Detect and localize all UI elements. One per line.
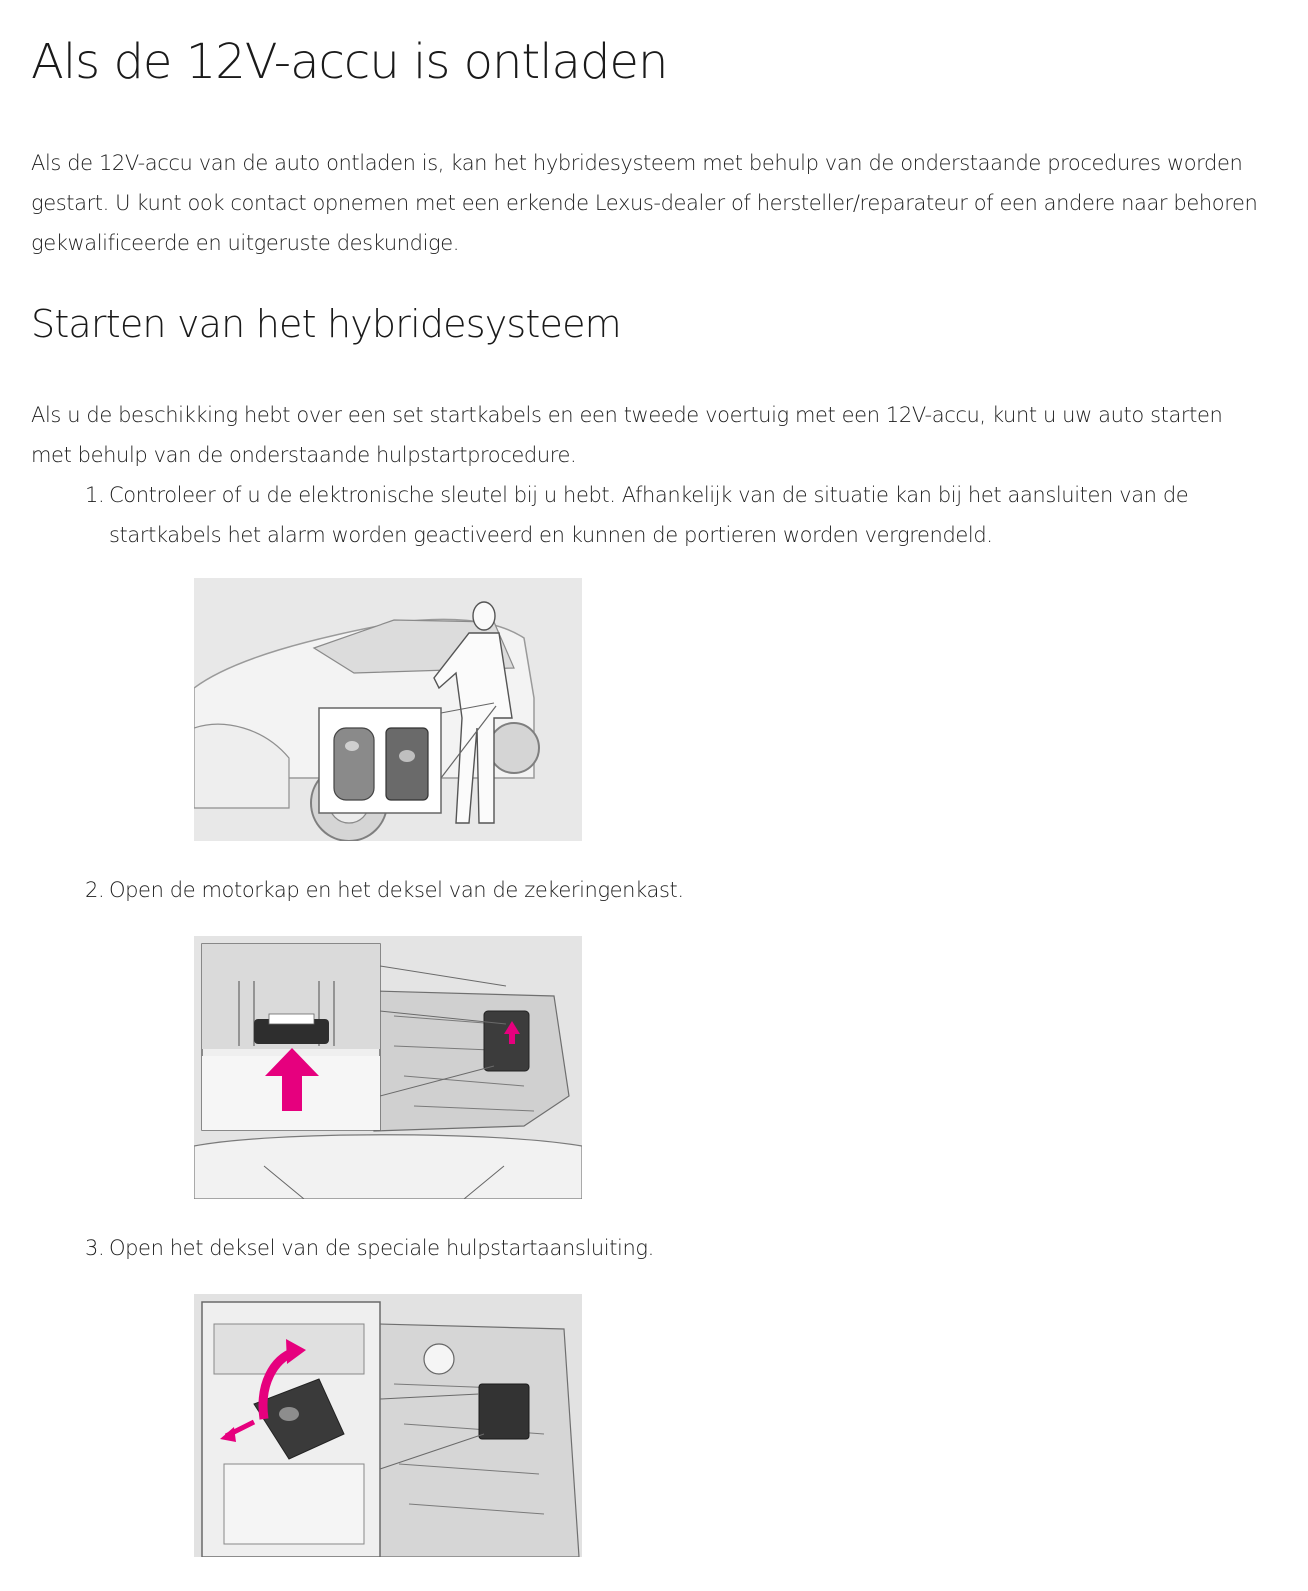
figure-fuse-box-cover (194, 936, 582, 1199)
figure-jump-start-terminal (194, 1294, 582, 1557)
figure-electronic-key (194, 578, 582, 841)
section-intro-paragraph: Als u de beschikking hebt over een set startkabels en een tweede voertuig met een 12V-accu, kunt u uw auto starten met behulp van de onderstaande hulpstartprocedure. (31, 403, 1223, 467)
step-1 (85, 475, 1255, 555)
section-title: Starten van het hybridesysteem (31, 302, 621, 346)
step-text: Open het deksel van de speciale hulpstartaansluiting. (109, 1236, 654, 1260)
intro-paragraph: Als de 12V-accu van de auto ontladen is, kan het hybridesysteem met behulp van de onderstaande procedures worden gestart. U kunt ook contact opnemen met een erkende Lexus-dealer of hersteller/reparateur of een andere naar behoren gekwalificeerde en uitgeruste deskundige. (31, 151, 1258, 255)
step-3 (85, 1228, 1255, 1268)
page-title: Als de 12V-accu is ontladen (31, 34, 668, 90)
step-number: 2. (85, 878, 105, 902)
step-number: 1. (85, 483, 105, 507)
step-number: 3. (85, 1236, 105, 1260)
step-2 (85, 870, 1255, 910)
step-text: Controleer of u de elektronische sleutel bij u hebt. Afhankelijk van de situatie kan bij het aansluiten van de startkabels het alarm worden geactiveerd en kunnen de portieren worden vergrendeld. (109, 483, 1189, 547)
step-text: Open de motorkap en het deksel van de zekeringenkast. (109, 878, 684, 902)
